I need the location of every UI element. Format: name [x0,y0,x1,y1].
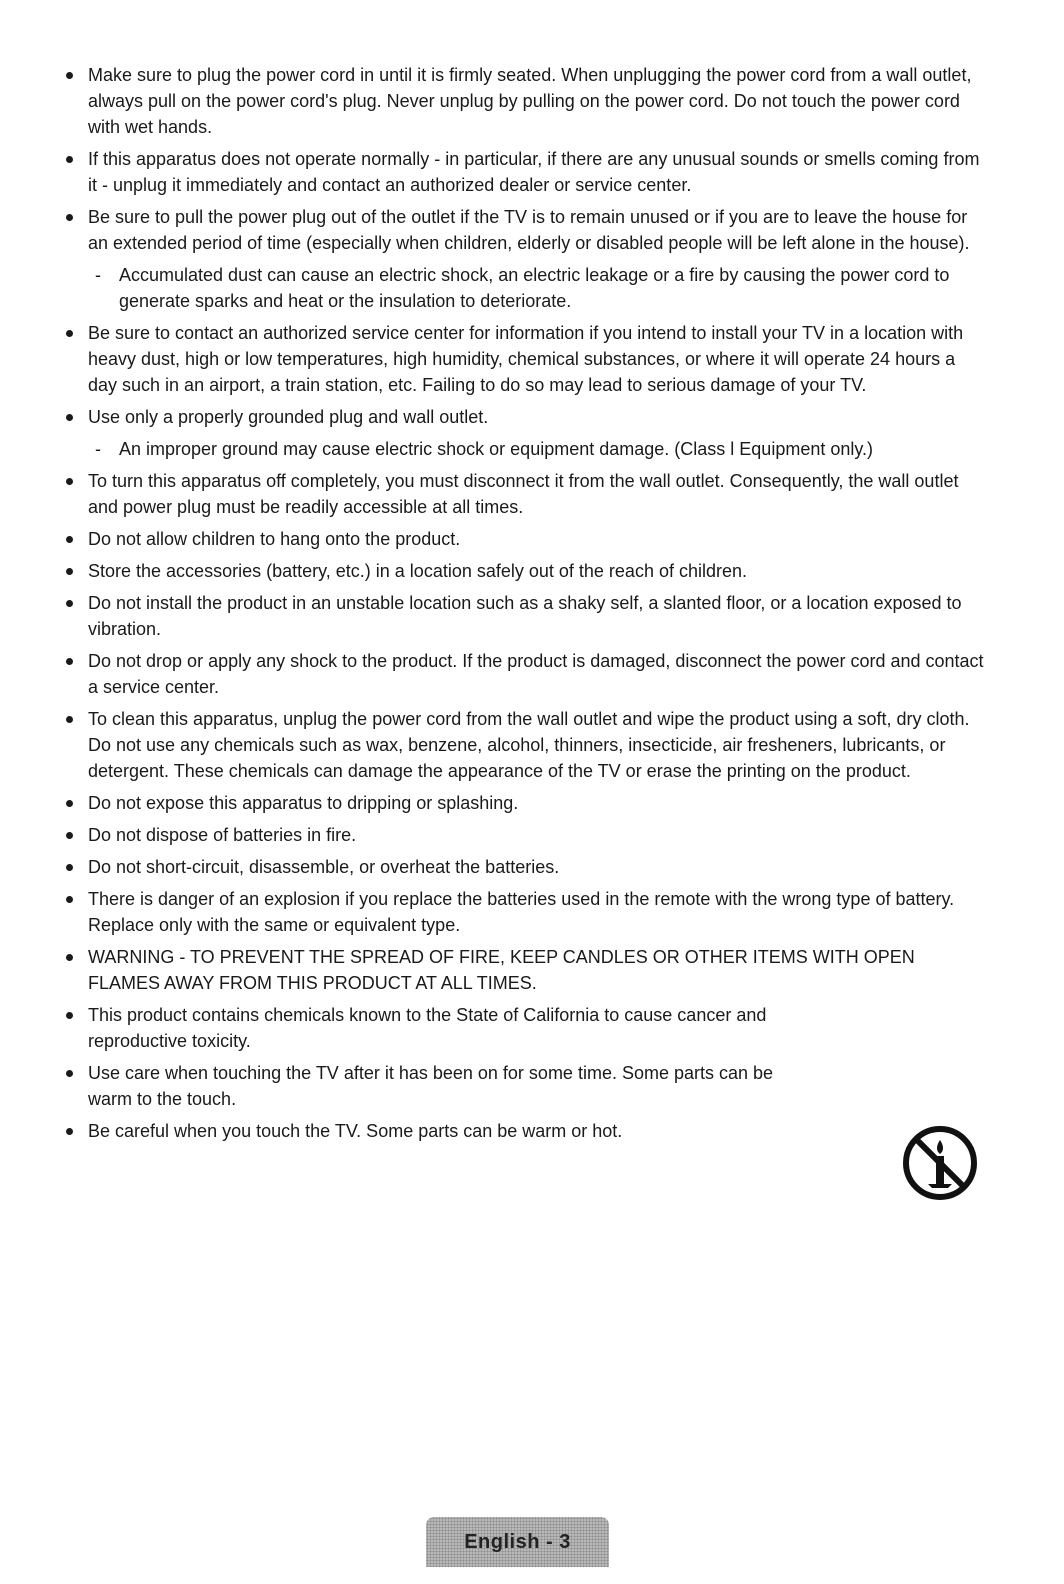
bullet-item [66,146,986,198]
item-text: An improper ground may cause electric shock or equipment damage. (Class l Equipment only.) [119,439,874,459]
item-text: This product contains chemicals known to the State of California to cause cancer and reproductive toxicity. [88,1005,767,1051]
bullet-item [66,590,986,642]
bullet-item [66,822,986,848]
item-text: To clean this apparatus, unplug the power cord from the wall outlet and wipe the product using a soft, dry cloth. Do not use any chemicals such as wax, benzene, alcohol, thinners, insecticide, air fresheners, lubricants, or detergent. These chemicals can damage the appearance of the TV or erase the printing on the product. [88,709,970,781]
item-text: There is danger of an explosion if you replace the batteries used in the remote with the wrong type of battery. Replace only with the same or equivalent type. [88,889,955,935]
dash-marker: - [95,265,101,285]
bullet-dot-icon [66,414,73,421]
bullet-dot-icon [66,1128,73,1135]
bullet-item [66,526,986,552]
item-text: Use care when touching the TV after it has been on for some time. Some parts can be warm to the touch. [88,1063,774,1109]
bullet-dot-icon [66,954,73,961]
bullet-item [66,62,986,140]
item-text: Do not expose this apparatus to dripping or splashing. [88,793,519,813]
item-text: Be careful when you touch the TV. Some parts can be warm or hot. [88,1121,623,1141]
bullet-item [66,648,986,700]
item-text: Accumulated dust can cause an electric shock, an electric leakage or a fire by causing the power cord to generate sparks and heat or the insulation to deteriorate. [119,265,950,311]
safety-instructions-list [66,62,986,1150]
bullet-dot-icon [66,600,73,607]
bullet-item [66,320,986,398]
bullet-dot-icon [66,1012,73,1019]
bullet-dot-icon [66,658,73,665]
bullet-item [66,1002,986,1054]
item-text: Do not dispose of batteries in fire. [88,825,357,845]
item-text: Do not short-circuit, disassemble, or overheat the batteries. [88,857,560,877]
item-text: Be sure to pull the power plug out of the outlet if the TV is to remain unused or if you are to leave the house for an extended period of time (especially when children, elderly or disabled people will be left alone in the house). [88,207,970,253]
bullet-item [66,886,986,938]
item-text: Do not install the product in an unstable location such as a shaky self, a slanted floor, or a location exposed to vibration. [88,593,962,639]
bullet-dot-icon [66,864,73,871]
item-text: To turn this apparatus off completely, you must disconnect it from the wall outlet. Consequently, the wall outlet and power plug must be readily accessible at all times. [88,471,959,517]
bullet-dot-icon [66,72,73,79]
item-text: Make sure to plug the power cord in until it is firmly seated. When unplugging the power cord from a wall outlet, always pull on the power cord's plug. Never unplug by pulling on the power cord. Do not touch the power cord with wet hands. [88,65,972,137]
bullet-dot-icon [66,832,73,839]
bullet-item [66,706,986,784]
bullet-item [66,944,986,996]
bullet-dot-icon [66,478,73,485]
item-text: WARNING - TO PREVENT THE SPREAD OF FIRE, KEEP CANDLES OR OTHER ITEMS WITH OPEN FLAMES AWAY FROM THIS PRODUCT AT ALL TIMES. [88,947,915,993]
dash-marker: - [95,439,101,459]
bullet-item [66,854,986,880]
bullet-dot-icon [66,214,73,221]
bullet-dot-icon [66,568,73,575]
item-text: Do not drop or apply any shock to the product. If the product is damaged, disconnect the power cord and contact a service center. [88,651,984,697]
bullet-item [66,1060,986,1112]
bullet-dot-icon [66,800,73,807]
page-number-label: English - 3 [464,1530,571,1553]
page-number-badge [426,1517,609,1567]
bullet-item [66,1118,986,1144]
bullet-dot-icon [66,536,73,543]
item-text: Store the accessories (battery, etc.) in a location safely out of the reach of children. [88,561,748,581]
no-candle-icon [901,1124,979,1202]
bullet-dot-icon [66,1070,73,1077]
sub-note [66,436,986,462]
item-text: If this apparatus does not operate normally - in particular, if there are any unusual sounds or smells coming from it - unplug it immediately and contact an authorized dealer or service center. [88,149,980,195]
bullet-item [66,468,986,520]
bullet-item [66,558,986,584]
bullet-dot-icon [66,330,73,337]
bullet-item [66,404,986,430]
bullet-item [66,204,986,256]
item-text: Be sure to contact an authorized service center for information if you intend to install your TV in a location with heavy dust, high or low temperatures, high humidity, chemical substances, or where it will operate 24 hours a day such in an airport, a train station, etc. Failing to do so may lead to serious damage of your TV. [88,323,964,395]
bullet-item [66,790,986,816]
bullet-dot-icon [66,896,73,903]
bullet-dot-icon [66,156,73,163]
item-text: Do not allow children to hang onto the product. [88,529,461,549]
bullet-dot-icon [66,716,73,723]
sub-note [66,262,986,314]
item-text: Use only a properly grounded plug and wall outlet. [88,407,489,427]
